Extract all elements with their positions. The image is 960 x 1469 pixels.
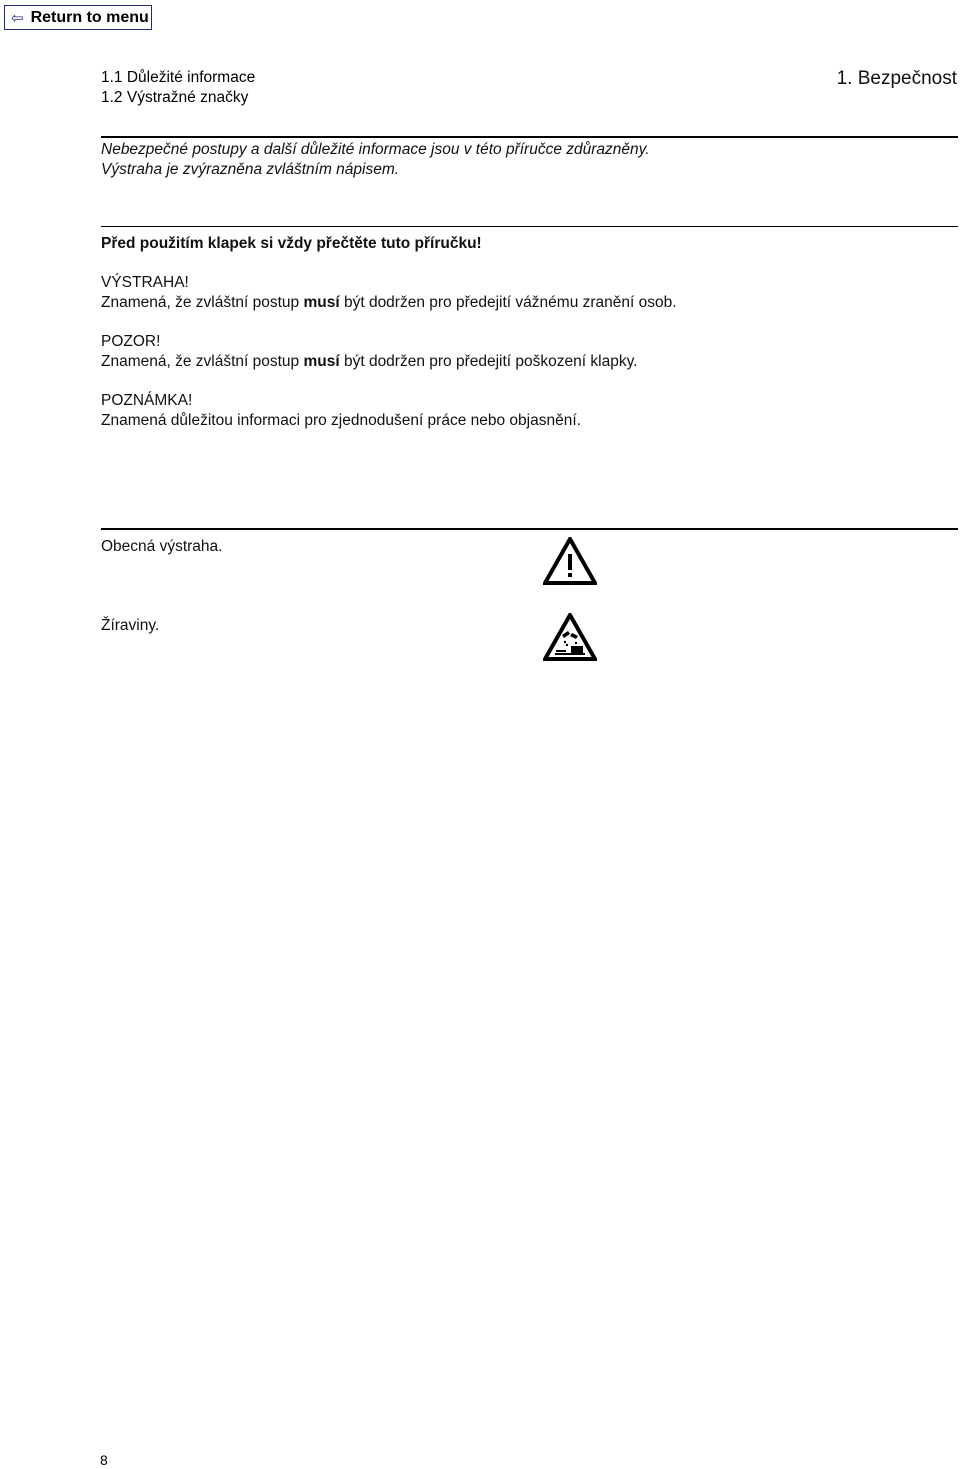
- warning-text-pre: Znamená, že zvláštní postup: [101, 294, 304, 311]
- general-warning-icon: [543, 537, 597, 585]
- section-divider-top: [101, 136, 958, 138]
- warning-description: [101, 293, 677, 313]
- nav-link-warning-signs[interactable]: 1.2 Výstražné značky: [101, 89, 249, 106]
- warning-heading: VÝSTRAHA!: [101, 274, 189, 291]
- warning-text-emphasis: musí: [303, 294, 340, 311]
- warning-text-post: být dodržen pro předejití vážnému zranění osob.: [339, 294, 677, 311]
- page-number: 8: [100, 1452, 108, 1468]
- caution-description: [101, 352, 677, 372]
- back-arrow-icon: ⇦: [11, 9, 24, 27]
- section-nav: [101, 68, 255, 108]
- caution-text-emphasis: musí: [303, 353, 340, 370]
- intro-line-1: Nebezpečné postupy a další důležité informace jsou v této příručce zdůrazněny.: [101, 141, 650, 158]
- corrosive-icon: [543, 613, 597, 661]
- return-to-menu-button[interactable]: [4, 5, 152, 30]
- return-to-menu-label: Return to menu: [30, 8, 149, 26]
- lead-instruction: Před použitím klapek si vždy přečtěte tuto příručku!: [101, 235, 482, 252]
- nav-link-important-info[interactable]: 1.1 Důležité informace: [101, 69, 256, 86]
- caution-text-post: být dodržen pro předejití poškození klapky.: [339, 353, 638, 370]
- symbol-label-general-warning: Obecná výstraha.: [101, 538, 223, 555]
- symbol-label-corrosive: Žíraviny.: [101, 617, 160, 634]
- warning-definitions: [101, 234, 677, 450]
- intro-text: [101, 140, 650, 180]
- section-divider-middle: [101, 226, 958, 227]
- note-description: Znamená důležitou informaci pro zjednodušení práce nebo objasnění.: [101, 412, 581, 429]
- note-heading: POZNÁMKA!: [101, 392, 193, 409]
- intro-line-2: Výstraha je zvýrazněna zvláštním nápisem.: [101, 161, 400, 178]
- chapter-title: 1. Bezpečnost: [836, 68, 957, 89]
- caution-text-pre: Znamená, že zvláštní postup: [101, 353, 304, 370]
- caution-heading: POZOR!: [101, 333, 161, 350]
- section-divider-bottom: [101, 528, 958, 530]
